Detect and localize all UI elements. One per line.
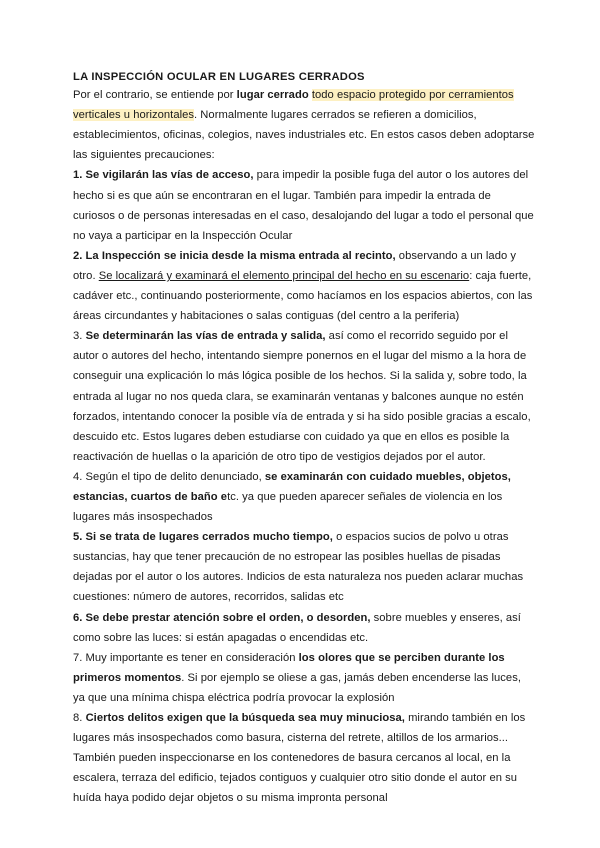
item-8-paragraph [73, 708, 535, 808]
intro-bold: lugar cerrado [236, 89, 309, 102]
item-4-text-2: tc. ya que pueden aparecer señales de violencia en los lugares más insospechados [73, 490, 503, 524]
intro-paragraph [73, 85, 535, 165]
item-5-heading: 5. Si se trata de lugares cerrados mucho tiempo, [73, 531, 333, 544]
item-8-text: mirando también en los lugares más insospechados como basura, cisterna del retrete, altillos de los armarios... También pueden inspeccionarse en los contenedores de basura cercanos al local, en la escalera, terraza del edificio, tejados contiguos y cualquier otro sitio donde el autor en su huída haya podido dejar objetos o su misma impronta personal [73, 712, 526, 805]
intro-highlight: todo espacio protegido por cerramientos verticales u horizontales [73, 89, 514, 122]
item-4-bold: se examinarán con cuidado muebles, objetos, estancias, cuartos de baño e [73, 470, 511, 503]
document-title: LA INSPECCIÓN OCULAR EN LUGARES CERRADOS [73, 71, 365, 83]
item-2-paragraph [73, 246, 535, 326]
item-6-heading: 6. Se debe prestar atención sobre el orden, o desorden, [73, 611, 371, 624]
item-6-paragraph [73, 608, 535, 648]
intro-text-1: Por el contrario, se entiende por [73, 89, 237, 102]
item-7-text-2: . Si por ejemplo se oliese a gas, jamás deben encenderse las luces, ya que una mínima chispa eléctrica podría provocar la explosión [73, 671, 521, 704]
item-7-bold: los olores que se perciben durante los primeros momentos [73, 651, 505, 684]
item-5-text: o espacios sucios de polvo u otras sustancias, hay que tener precaución de no estropear las posibles huellas de pisadas dejadas por el autor o los autores. Indicios de esta naturaleza nos pueden aclarar muchas cuestiones: número de autores, recorridos, salidas etc [73, 531, 524, 604]
document-body [73, 67, 535, 808]
item-2-text-2: : caja fuerte, cadáver etc., continuando posteriormente, como hacíamos en los espacios abiertos, con las áreas circundantes y habitaciones o salas contiguas (del centro a la periferia) [73, 269, 533, 323]
item-2-heading: 2. La Inspección se inicia desde la misma entrada al recinto, [73, 249, 396, 262]
item-8-heading: Ciertos delitos exigen que la búsqueda sea muy minuciosa, [85, 712, 405, 724]
item-2-underline: Se localizará y examinará el elemento principal del hecho en su escenario [98, 269, 470, 282]
item-1-heading: 1. Se vigilarán las vías de acceso, [73, 169, 254, 182]
item-3-number: 3. [73, 330, 86, 343]
item-1-text: para impedir la posible fuga del autor o los autores del hecho si es que aún se encontraran en el lugar. También para impedir la entrada de curiosos o de personas interesadas en el caso, desalojando del lugar a todo el personal que no vaya a participar en la Inspección Ocular [73, 169, 534, 242]
item-7-paragraph [73, 648, 535, 708]
item-2-text-1: observando a un lado y otro. [73, 249, 516, 282]
intro-text-2: . Normalmente lugares cerrados se refieren a domicilios, establecimientos, oficinas, colegios, naves industriales etc. En estos casos deben adoptarse las siguientes precauciones: [73, 109, 535, 162]
item-3-paragraph [73, 326, 535, 467]
item-8-number: 8. [73, 712, 86, 724]
item-3-heading: Se determinarán las vías de entrada y salida, [85, 330, 326, 343]
item-1-paragraph [73, 165, 535, 245]
item-4-paragraph [73, 467, 535, 527]
item-7-text-1: 7. Muy importante es tener en consideración [73, 651, 299, 664]
item-5-paragraph [73, 527, 535, 607]
item-3-text: así como el recorrido seguido por el autor o autores del hecho, intentando siempre ponernos en el lugar del mismo a la hora de conseguir una explicación lo más lógica posible de los hechos. Si la salida y, sobre todo, la entrada al lugar no nos queda clara, se examinarán ventanas y balcones aunque no estén forzados, intentando conocer la posible vía de entrada y si ha sido posible gracias a escalo, descuido etc. Estos lugares deben estudiarse con cuidado ya que en ellos es posible la reactivación de huellas o la aparición de otro tipo de vestigios dejados por el autor. [73, 330, 531, 463]
item-4-text-1: 4. Según el tipo de delito denunciado, [73, 470, 265, 483]
item-6-text: sobre muebles y enseres, así como sobre las luces: si están apagadas o encendidas etc. [73, 611, 521, 644]
